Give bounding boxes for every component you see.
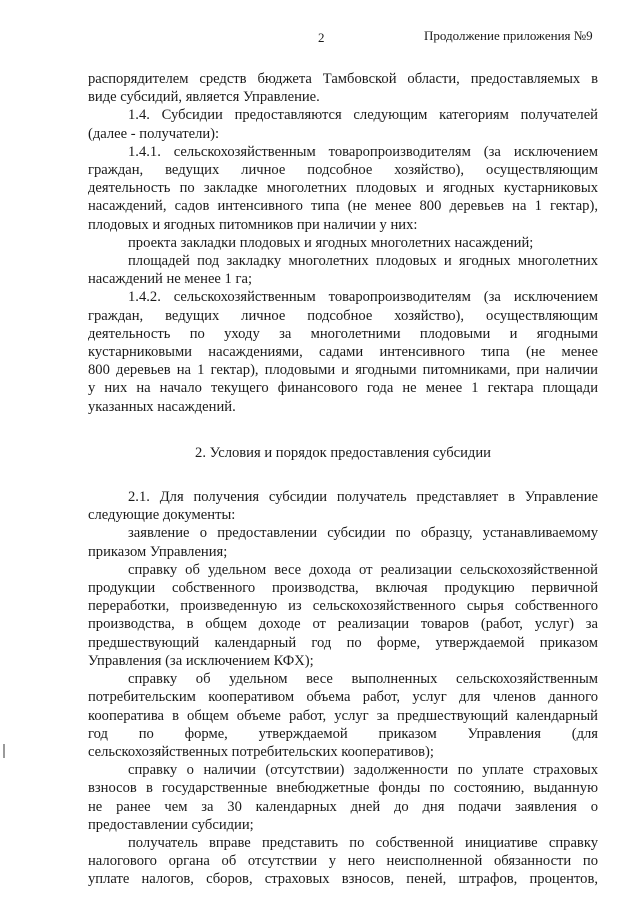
document-item: уплате налогов, сборов, страховых взносов, пеней, штрафов, процентов, [88,871,598,888]
document-item: справку о наличии (отсутствии) задолженности по уплате страховых [128,762,598,779]
document-item: продукции собственного производства, включая продукцию первичной [88,580,598,597]
document-item: производства, в общем доходе от реализации товаров (работ, услуг) за [88,616,598,633]
document-item: не ранее чем за 30 календарных дней до дня подачи заявления о [88,798,598,815]
document-item: налогового органа об отсутствии у него неисполненной обязанности по [88,853,598,870]
scan-edge-mark [3,744,5,758]
document-item: взносов в государственные внебюджетные фонды по состоянию, выданную [88,780,598,797]
paragraph-1-4-1-line: насаждений, садов интенсивного типа (не менее 800 деревьев на 1 гектар), [88,198,598,215]
document-item: заявление о предоставлении субсидии по образцу, устанавливаемому [128,525,598,542]
requirement-item: площадей под закладку многолетних плодовых и ягодных многолетних [128,253,598,270]
paragraph-2-1-line: 2.1. Для получения субсидии получатель представляет в Управление [128,489,598,506]
paragraph-1-4-2-line: 1.4.2. сельскохозяйственным товаропроизводителям (за исключением [128,289,598,306]
requirement-item: насаждений не менее 1 га; [88,271,253,288]
document-body [88,70,598,889]
paragraph-1-4-1-line: деятельность по закладке многолетних плодовых и ягодных кустарниковых [88,180,598,197]
paragraph-1-4-2-line: у них на начало текущего финансового года не менее 1 гектара площади [88,380,598,397]
document-item: получатель вправе представить по собственной инициативе справку [128,834,598,851]
paragraph-1-4-1-line: плодовых и ягодных питомников при наличии у них: [88,216,418,233]
paragraph-1-4-1-line: 1.4.1. сельскохозяйственным товаропроизводителям (за исключением [128,143,598,160]
appendix-continuation-note: Продолжение приложения №9 [424,28,593,43]
text-line: распорядителем средств бюджета Тамбовской области, предоставляемых в [88,71,598,87]
document-item: потребительским кооперативом объема работ, услуг для членов данного [88,689,598,706]
document-item: справку об удельном весе выполненных сельскохозяйственным [128,671,598,688]
paragraph-1-4-2-line: граждан, ведущих личное подсобное хозяйство), осуществляющим [88,307,598,324]
paragraph-1-4-line: 1.4. Субсидии предоставляются следующим категориям получателей [128,107,598,124]
text-line: виде субсидий, является Управление. [88,89,320,106]
document-item: предшествующий календарный год по форме, утверждаемой приказом [88,634,598,651]
document-item: справку об удельном весе дохода от реализации сельскохозяйственной [128,561,598,578]
document-item: сельскохозяйственных потребительских кооперативов); [88,743,434,760]
document-item: кооператива в общем объеме работ, услуг за предшествующий календарный [88,707,598,724]
paragraph-1-4-2-line: кустарниковыми насаждениями, садами интенсивного типа (не менее [88,344,598,361]
document-item: год по форме, утверждаемой приказом Управления (для [88,725,598,742]
paragraph-2-1-line: следующие документы: [88,507,236,524]
paragraph-1-4-2-line: 800 деревьев на 1 гектар), плодовыми и ягодными питомниками, при наличии [88,362,598,379]
document-item: предоставлении субсидии; [88,816,254,833]
section-heading: 2. Условия и порядок предоставления субсидии [195,444,491,461]
paragraph-1-4-line: (далее - получатели): [88,125,220,142]
document-item: приказом Управления; [88,543,228,560]
page-number: 2 [318,30,325,45]
document-item: Управления (за исключением КФХ); [88,652,314,669]
requirement-item: проекта закладки плодовых и ягодных многолетних насаждений; [128,234,534,251]
paragraph-1-4-2-line: деятельность по уходу за многолетними плодовыми и ягодными [88,325,598,342]
paragraph-1-4-1-line: граждан, ведущих личное подсобное хозяйство), осуществляющим [88,162,598,179]
paragraph-1-4-2-line: указанных насаждений. [88,398,236,415]
document-item: переработки, произведенную из сельскохозяйственного сырья собственного [88,598,598,615]
